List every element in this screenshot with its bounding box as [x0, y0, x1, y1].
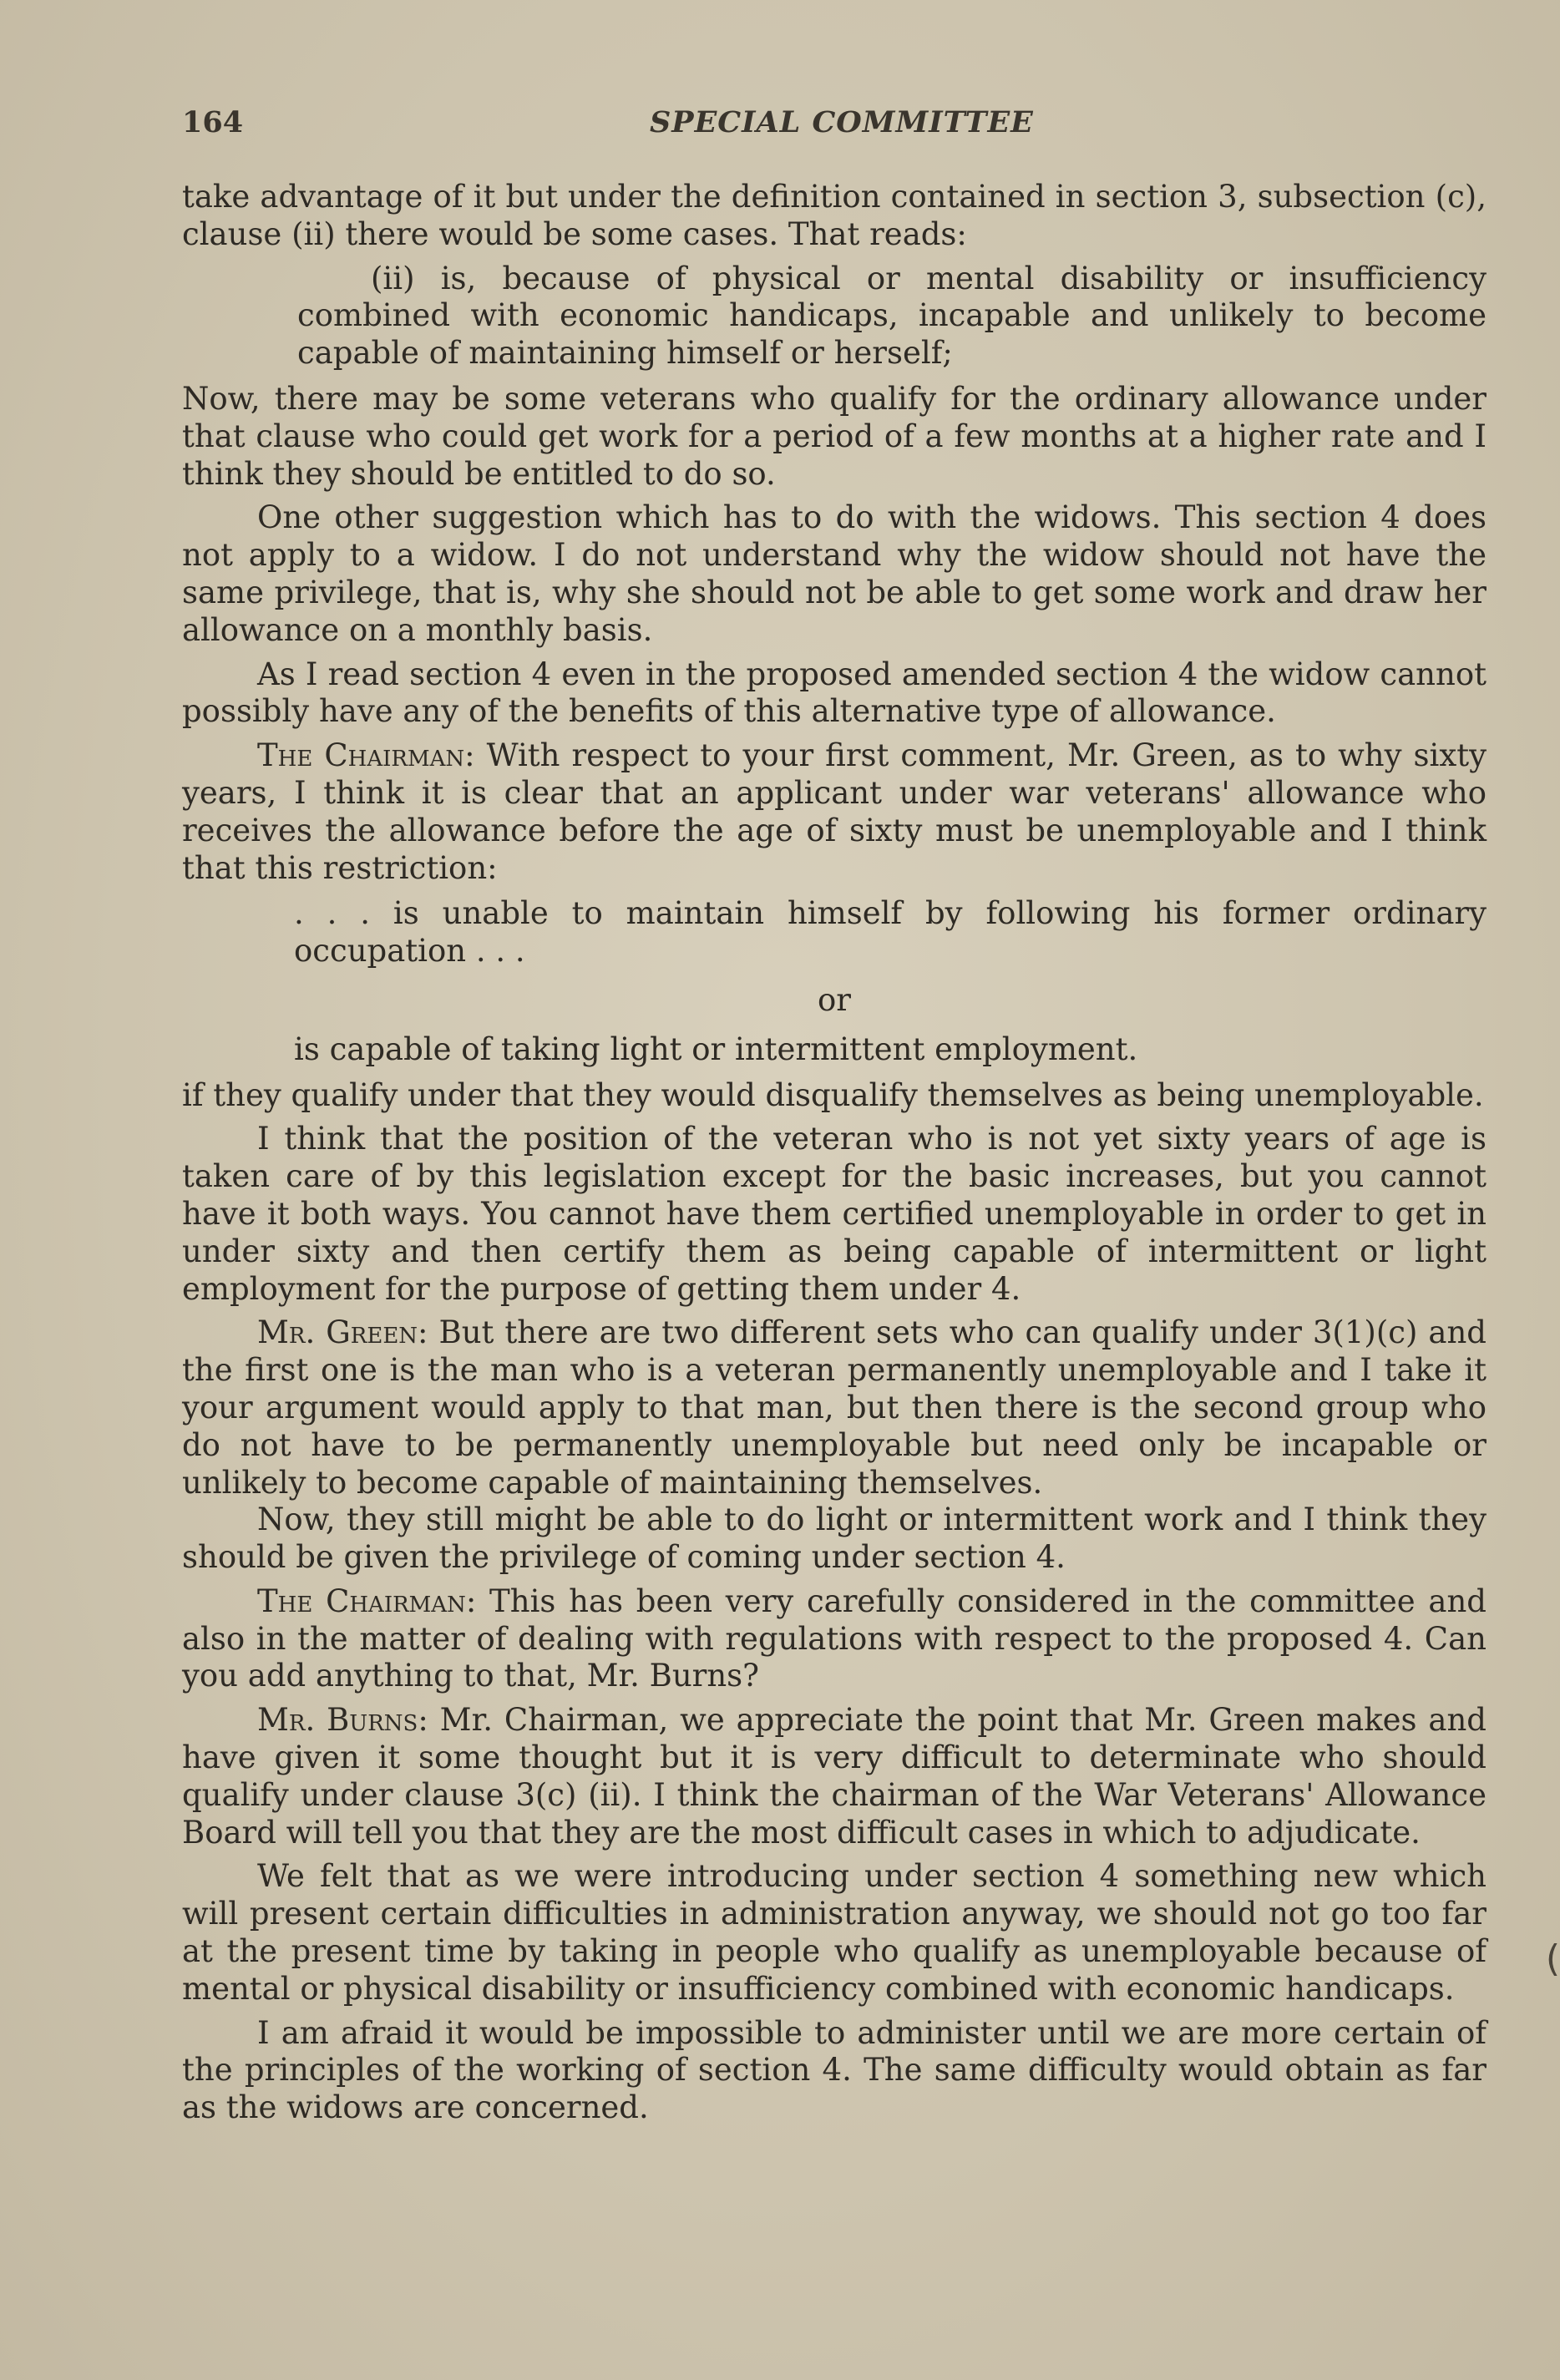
speaker-burns: Mr. Burns: [257, 1702, 428, 1739]
paragraph-4: As I read section 4 even in the proposed amended section 4 the widow cannot possibly have any of the benefits of this alternative type of allowance. [182, 656, 1487, 730]
paragraph-8 [182, 1314, 1487, 1501]
paragraph-10-text: This has been very carefully considered in the committee and also in the matter of dealing with regulations with respect to the proposed 4. Can you add anything to that, Mr. Burns? [182, 1582, 1487, 1694]
quotation-clause-ii: (ii) is, because of physical or mental disability or insufficiency combined with economic handicaps, incapable and unlikely to become capable of maintaining himself or herself; [297, 260, 1487, 372]
body-text [182, 179, 1487, 2127]
page-number: 164 [182, 105, 244, 139]
page-header [182, 105, 1485, 147]
paragraph-3: One other suggestion which has to do with the widows. This section 4 does not apply to a widow. I do not understand why the widow should not have the same privilege, that is, why she should not be able to get some work and draw her allowance on a monthly basis. [182, 499, 1487, 648]
margin-bracket-mark: ( [1545, 1937, 1560, 1980]
paragraph-5-text: With respect to your first comment, Mr. Green, as to why sixty years, I think it is clear that an applicant under war veterans' allowance who receives the allowance before the age of sixty must be unemployable and I think that this restriction: [182, 737, 1487, 886]
speaker-green: Mr. Green: [257, 1314, 428, 1351]
paragraph-11-text: Mr. Chairman, we appreciate the point that Mr. Green makes and have given it some thought but it is very difficult to determinate who should qualify under clause 3(c) (ii). I think the chairman of the War Veterans' Allowance Board will tell you that they are the most difficult cases in which to adjudicate. [182, 1702, 1487, 1851]
paragraph-9: Now, they still might be able to do light or intermittent work and I think they should be given the privilege of coming under section 4. [182, 1501, 1487, 1576]
paragraph-2: Now, there may be some veterans who qualify for the ordinary allowance under that clause who could get work for a period of a few months at a higher rate and I think they should be entitled to do so. [182, 380, 1487, 492]
paragraph-13: I am afraid it would be impossible to administer until we are more certain of the principles of the working of section 4. The same difficulty would obtain as far as the widows are concerned. [182, 2014, 1487, 2126]
speaker-chairman: The Chairman: [257, 737, 475, 774]
paragraph-7: I think that the position of the veteran who is not yet sixty years of age is taken care of by this legislation except for the basic increases, but you cannot have it both ways. You cannot have them certified unemployable in order to get in under sixty and then certify them as being capable of intermittent or light employment for the purpose of getting them under 4. [182, 1121, 1487, 1307]
quotation-light-employment: is capable of taking light or intermittent employment. [294, 1030, 1138, 1067]
paragraph-6: if they qualify under that they would disqualify themselves as being unemployable. [182, 1076, 1484, 1113]
paragraph-12: We felt that as we were introducing under section 4 something new which will present certain difficulties in administration anyway, we should not go too far at the present time by taking in people who qualify as unemployable because of mental or physical disability or insufficiency combined with economic handicaps. [182, 1858, 1487, 2007]
quotation-unable: . . . is unable to maintain himself by following his former ordinary occupation . . . [294, 895, 1487, 970]
paragraph-5 [182, 737, 1487, 887]
speaker-chairman-2: The Chairman: [257, 1582, 477, 1619]
paragraph-10 [182, 1583, 1487, 1695]
running-head: SPECIAL COMMITTEE [650, 105, 1034, 139]
or-line: or [818, 981, 851, 1018]
paragraph-8-text: But there are two different sets who can qualify under 3(1)(c) and the first one is the man who is a veteran permanently unemployable and I take it your argument would apply to that man, but then there is the second group who do not have to be permanently unemployable but need only be incapable or unlikely to become capable of maintaining themselves. [182, 1314, 1487, 1501]
paragraph-1: take advantage of it but under the definition contained in section 3, subsection (c), clause (ii) there would be some cases. That reads: [182, 179, 1487, 252]
paragraph-11 [182, 1702, 1487, 1851]
